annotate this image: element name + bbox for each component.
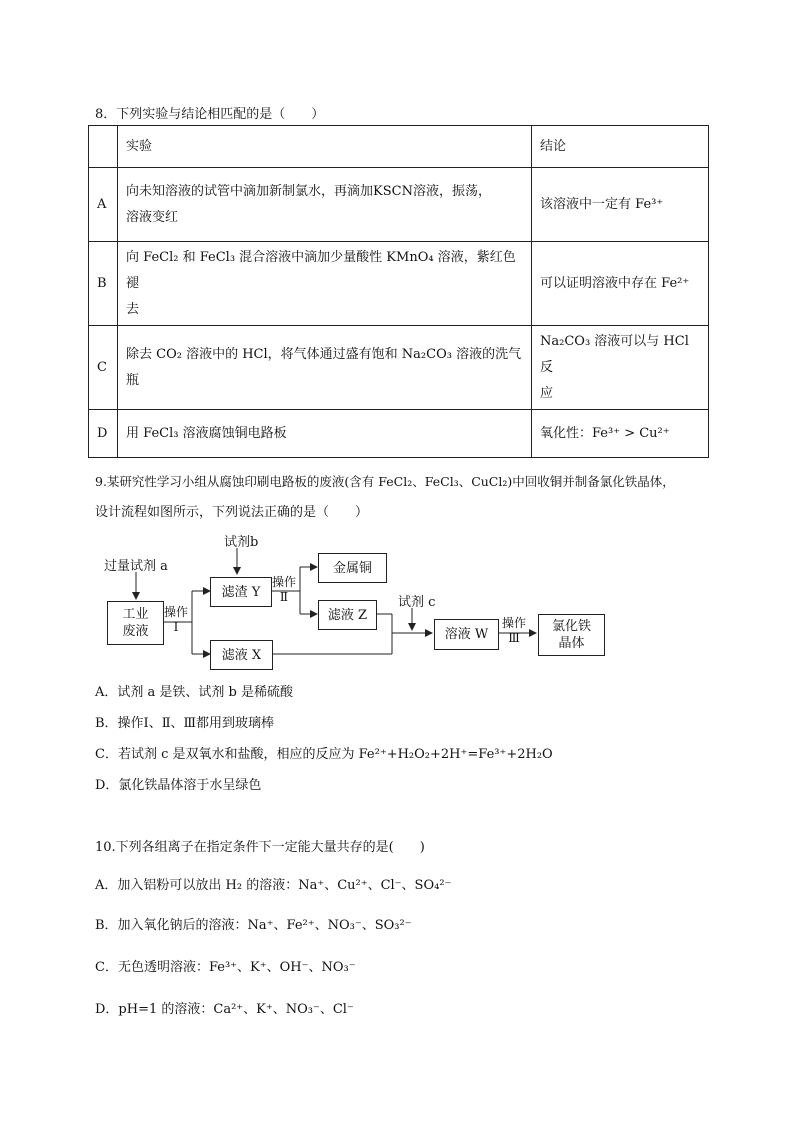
q8-stem: 8．下列实验与结论相匹配的是（ ） (95, 107, 325, 122)
reagent-c-label: 试剂 c (398, 595, 436, 610)
exp-line: 除去 CO₂ 溶液中的 HCl，将气体通过盛有饱和 Na₂CO₃ 溶液的洗气 (126, 346, 522, 362)
copper-box: 金属铜 (318, 553, 387, 583)
filtrate-z-box: 滤液 Z (318, 600, 377, 630)
q9-stem-line1: 9.某研究性学习小组从腐蚀印刷电路板的废液(含有 FeCl₂、FeCl₃、CuCl₂)中回收铜并制备氯化铁晶体， (95, 474, 675, 489)
q10-option-c: C．无色透明溶液：Fe³⁺、K⁺、OH⁻、NO₃⁻ (95, 960, 356, 975)
waste-liquid-box: 工业 废液 (107, 601, 164, 645)
q10-option-d: D．pH=1 的溶液：Ca²⁺、K⁺、NO₃⁻、Cl⁻ (95, 1002, 354, 1017)
exp-line: 溶液变红 (126, 209, 179, 225)
row-label: B (89, 242, 118, 326)
q9-option-d: D．氯化铁晶体溶于水呈绿色 (95, 778, 262, 793)
q10-option-b: B．加入氧化钠后的溶液：Na⁺、Fe²⁺、NO₃⁻、SO₃²⁻ (95, 918, 412, 933)
operation-2-label: 操作 Ⅱ (272, 575, 297, 604)
q10-option-a: A．加入铝粉可以放出 H₂ 的溶液：Na⁺、Cu²⁺、Cl⁻、SO₄²⁻ (95, 878, 452, 893)
res-line: 可以证明溶液中存在 Fe²⁺ (540, 275, 690, 291)
q10-stem: 10.下列各组离子在指定条件下一定能大量共存的是( ) (95, 840, 425, 855)
q9-option-b: B．操作Ⅰ、Ⅱ、Ⅲ都用到玻璃棒 (95, 716, 275, 731)
row-label: C (89, 326, 118, 410)
q9-option-c: C．若试剂 c 是双氧水和盐酸，相应的反应为 Fe²⁺+H₂O₂+2H⁺=Fe³⁺+2H₂O (95, 747, 553, 762)
res-line: 应 (540, 385, 554, 401)
solution-w-box: 溶液 W (434, 619, 499, 650)
operation-1-label: 操作 Ⅰ (164, 605, 189, 634)
exp-line: 用 FeCl₃ 溶液腐蚀铜电路板 (126, 425, 287, 441)
exp-line: 瓶 (126, 372, 140, 388)
res-line: 该溶液中一定有 Fe³⁺ (540, 196, 664, 212)
exp-line: 向 FeCl₂ 和 FeCl₃ 混合溶液中滴加少量酸性 KMnO₄ 溶液，紫红色褪 (126, 249, 516, 291)
header-experiment: 实验 (118, 126, 532, 168)
row-label: A (89, 168, 118, 242)
q9-option-a: A．试剂 a 是铁、试剂 b 是稀硫酸 (95, 685, 293, 700)
residue-y-box: 滤渣 Y (210, 577, 272, 607)
header-conclusion: 结论 (532, 126, 709, 168)
q9-stem-line2: 设计流程如图所示，下列说法正确的是（ ） (95, 505, 369, 520)
filtrate-x-box: 滤液 X (210, 640, 273, 670)
reagent-a-label: 过量试剂 a (104, 559, 168, 574)
reagent-b-label: 试剂b (224, 535, 259, 550)
operation-3-label: 操作 Ⅲ (502, 616, 527, 645)
product-box: 氯化铁 晶体 (538, 614, 605, 656)
res-line: 氧化性：Fe³⁺ > Cu²⁺ (540, 425, 670, 441)
res-line: Na₂CO₃ 溶液可以与 HCl 反 (540, 333, 689, 375)
exp-line: 去 (126, 301, 140, 317)
exp-line: 向未知溶液的试管中滴加新制氯水，再滴加KSCN溶液，振荡， (126, 183, 491, 199)
row-label: D (89, 410, 118, 458)
